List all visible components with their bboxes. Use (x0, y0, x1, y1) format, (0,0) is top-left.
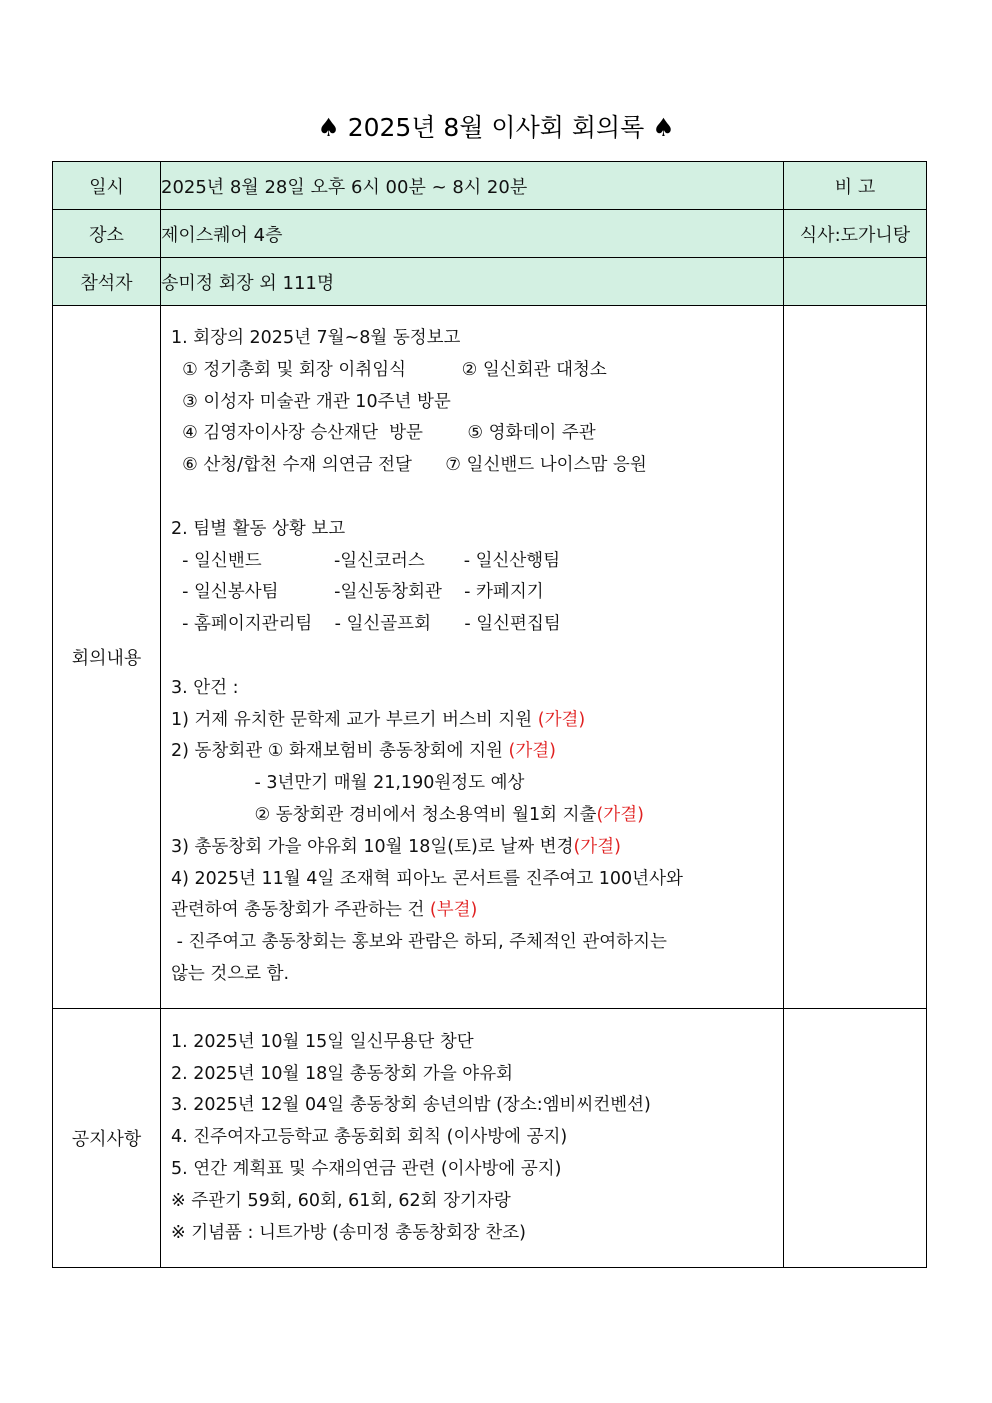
place-note: 식사:도가니탕 (784, 210, 927, 258)
remarks-header: 비 고 (784, 162, 927, 210)
section2-item: - 일신봉사팀 -일신동창회관 - 카페지기 (171, 582, 544, 603)
notice-row (53, 1008, 927, 1268)
notice-cell (161, 1008, 784, 1268)
place-label: 장소 (53, 210, 161, 258)
agenda-item-3 (171, 832, 773, 864)
notice-item: 3. 2025년 12월 04일 총동창회 송년의밤 (장소:엠비씨컨벤션) (171, 1095, 651, 1116)
agenda-result: (부결) (429, 900, 478, 921)
section2-title: 2. 팀별 활동 상황 보고 (171, 518, 346, 539)
agenda-item-4: 4) 2025년 11월 4일 조재혁 피아노 콘서트를 진주여고 100년사와 (171, 868, 683, 889)
agenda-item-4-cont (171, 895, 773, 927)
agenda-result: (가결) (596, 804, 644, 825)
attendees-row (53, 258, 927, 306)
attendees-note (784, 258, 927, 306)
agenda-text: 3) 총동창회 가을 야유회 10월 18일(토)로 날짜 변경 (171, 836, 574, 857)
agenda-item-4-note: - 진주여고 총동창회는 홍보와 관람은 하되, 주체적인 관여하지는 (171, 932, 667, 953)
section1-item: ⑥ 산청/합천 수재 의연금 전달 ⑦ 일신밴드 나이스맘 응원 (171, 455, 647, 476)
notice-item: ※ 주관기 59회, 60회, 61회, 62회 장기자랑 (171, 1190, 511, 1211)
section2-item: - 일신밴드 -일신코러스 - 일신산행팀 (171, 550, 561, 571)
notice-item: 1. 2025년 10월 15일 일신무용단 창단 (171, 1031, 474, 1052)
date-value: 2025년 8월 28일 오후 6시 00분 ~ 8시 20분 (161, 162, 784, 210)
date-label: 일시 (53, 162, 161, 210)
agenda-item-4-note: 않는 것으로 함. (171, 963, 290, 984)
content-cell (161, 306, 784, 1009)
page-title: ♠ 2025년 8월 이사회 회의록 ♠ (317, 113, 675, 142)
agenda-text: ② 동창회관 경비에서 청소용역비 월1회 지출 (171, 804, 597, 825)
content-row (53, 306, 927, 1009)
meeting-content (161, 306, 783, 1008)
date-row (53, 162, 927, 210)
agenda-sub-item: - 3년만기 매월 21,190원정도 예상 (171, 773, 525, 794)
content-label: 회의내용 (53, 306, 161, 1009)
section1-title: 1. 회장의 2025년 7월~8월 동정보고 (171, 328, 461, 348)
notice-list (161, 1009, 783, 1268)
agenda-item-1 (171, 705, 773, 737)
place-row (53, 210, 927, 258)
minutes-table (52, 161, 927, 1268)
agenda-text: 관련하여 총동창회가 주관하는 건 (171, 900, 430, 921)
agenda-text: 1) 거제 유치한 문학제 교가 부르기 버스비 지원 (171, 709, 538, 730)
notice-label: 공지사항 (53, 1008, 161, 1268)
agenda-result: (가결) (537, 709, 586, 730)
notice-item: ※ 기념품 : 니트가방 (송미정 총동창회장 찬조) (171, 1222, 526, 1243)
agenda-item-2 (171, 736, 773, 768)
notice-note (784, 1008, 927, 1268)
notice-item: 5. 연간 계획표 및 수재의연금 관련 (이사방에 공지) (171, 1158, 562, 1179)
agenda-text: 2) 동창회관 ① 화재보험비 총동창회에 지원 (171, 741, 509, 762)
notice-item: 2. 2025년 10월 18일 총동창회 가을 야유회 (171, 1063, 514, 1084)
content-note (784, 306, 927, 1009)
spacer (171, 641, 773, 673)
agenda-sub-item (171, 800, 773, 832)
section1-item: ③ 이성자 미술관 개관 10주년 방문 (171, 391, 451, 412)
agenda-result: (가결) (508, 741, 556, 762)
section2-item: - 홈페이지관리팀 - 일신골프회 - 일신편집팀 (171, 614, 561, 635)
section1-item: ④ 김영자이사장 승산재단 방문 ⑤ 영화데이 주관 (171, 423, 596, 444)
attendees-label: 참석자 (53, 258, 161, 306)
place-value: 제이스퀘어 4층 (161, 210, 784, 258)
agenda-result: (가결) (573, 836, 621, 857)
spacer (171, 482, 773, 514)
section3-title: 3. 안건 : (171, 677, 239, 698)
attendees-value: 송미정 회장 외 111명 (161, 258, 784, 306)
section1-item: ① 정기총회 및 회장 이취임식 ② 일신회관 대청소 (171, 359, 607, 380)
notice-item: 4. 진주여자고등학교 총동회회 회칙 (이사방에 공지) (171, 1127, 568, 1148)
